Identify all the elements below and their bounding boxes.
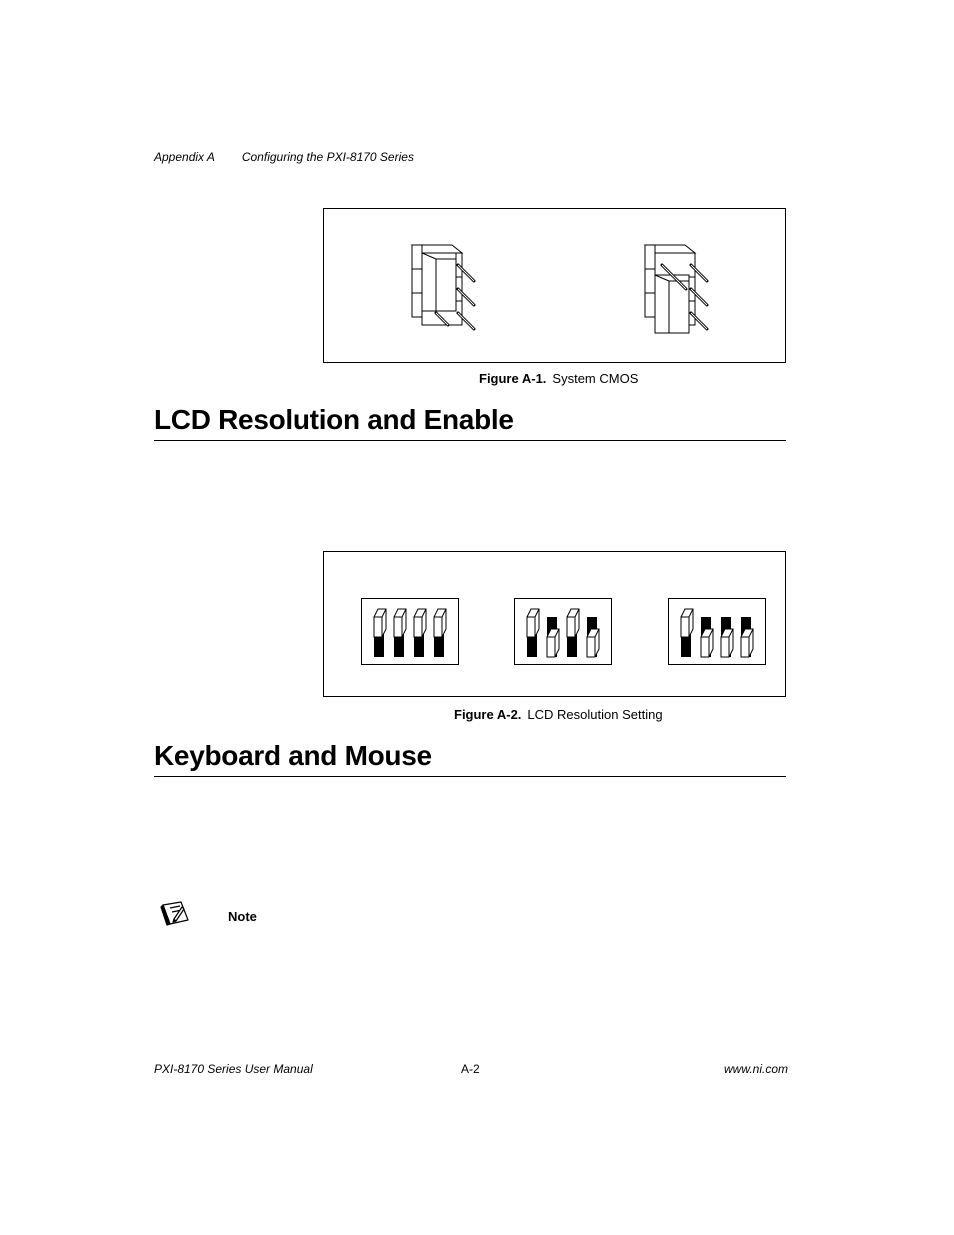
jumper-left (412, 245, 474, 329)
dip-switch-bank (361, 598, 459, 665)
dip-switch-down (374, 609, 386, 657)
cmos-jumper-illustration (324, 209, 785, 362)
dip-switch-up (701, 617, 713, 657)
running-head (154, 150, 414, 164)
dip-switch-down (394, 609, 406, 657)
figure-a2-caption (454, 707, 663, 722)
running-head-chapter: Appendix A (154, 150, 215, 164)
dip-switch-up (721, 617, 733, 657)
figure-a1-number: Figure A-1. (479, 371, 547, 386)
figure-a2-number: Figure A-2. (454, 707, 522, 722)
figure-a1-frame (323, 208, 786, 363)
footer-manual-title: PXI-8170 Series User Manual (154, 1062, 313, 1076)
jumper-right (645, 245, 707, 333)
dip-switch-up (741, 617, 753, 657)
note-label: Note (228, 909, 257, 924)
dip-switch-up (587, 617, 599, 657)
figure-a1-caption (479, 371, 638, 386)
footer-website: www.ni.com (724, 1062, 789, 1076)
dip-switch-down (681, 609, 693, 657)
dip-switch-down (434, 609, 446, 657)
dip-switch-bank (514, 598, 612, 665)
running-head-title: Configuring the PXI-8170 Series (241, 150, 414, 164)
dip-switch-up (547, 617, 559, 657)
note-icon (160, 899, 190, 927)
figure-a2-frame (323, 551, 786, 697)
figure-a2-caption-text: LCD Resolution Setting (527, 707, 663, 722)
dip-switch-bank (668, 598, 766, 665)
figure-a1-caption-text: System CMOS (552, 371, 639, 386)
dip-switch-down (527, 609, 539, 657)
section-heading-lcd: LCD Resolution and Enable (154, 404, 786, 441)
footer-page-number: A-2 (461, 1062, 480, 1076)
section-heading-keyboard: Keyboard and Mouse (154, 740, 786, 777)
dip-switch-down (567, 609, 579, 657)
dip-switch-down (414, 609, 426, 657)
dip-switch-banks (324, 552, 785, 696)
